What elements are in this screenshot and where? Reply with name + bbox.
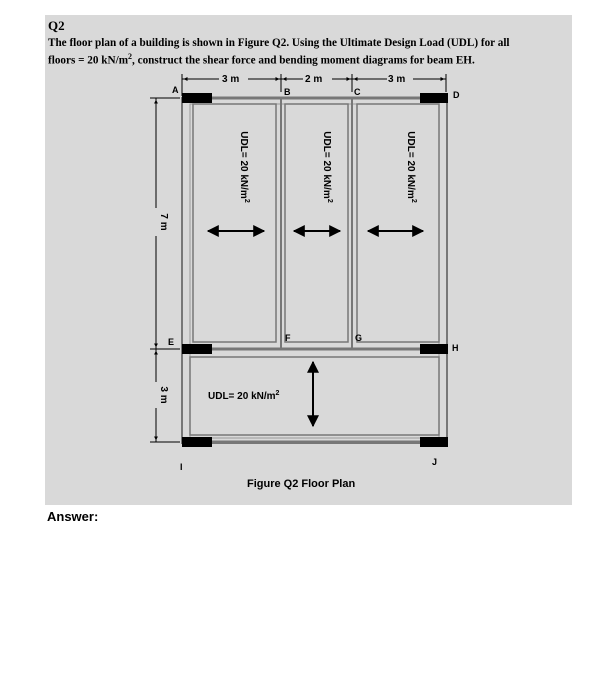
point-label-i: I [180,462,183,472]
question-text-sup: 2 [128,52,133,61]
point-label-j: J [432,457,438,467]
point-label-d: D [453,90,460,100]
point-label-f: F [285,333,291,343]
point-label-b: B [284,87,291,97]
outer-wall-inner [190,104,439,438]
point-label-e: E [168,337,175,347]
udl-label-panel-bc: UDL= 20 $kN/m^2$ [321,131,333,203]
slab-panel-bc [285,104,348,342]
answer-label: Answer: [47,509,99,524]
point-label-c: C [354,87,361,97]
question-number: Q2 [48,18,65,33]
point-label-h: H [452,343,459,353]
column-e [182,344,212,354]
point-label-g: G [355,333,363,343]
column-h [420,344,448,354]
dim-label-ab: 3 m [222,74,240,85]
udl-label-panel-ab: UDL= 20 $kN/m^2$ [238,131,250,203]
question-text-line1: The floor plan of a building is shown in Figure Q2. Using the Ultimate Design Load (UDL) for all [48,37,510,49]
dim-label-cd: 3 m [388,74,406,85]
dim-label-ae: 7 m [158,213,169,231]
figure-caption: Figure Q2 Floor Plan [247,478,356,490]
dim-label-ei: 3 m [158,386,169,404]
slab-panel-ab [193,104,276,342]
udl-label-panel-bottom: UDL= 20 $kN/m^2$ [208,390,280,402]
column-j [420,437,448,447]
udl-label-panel-cd: UDL= 20 $kN/m^2$ [405,131,417,203]
column-d [420,93,448,103]
column-a [182,93,212,103]
point-label-a: A [172,85,179,95]
column-i [182,437,212,447]
question-text-line2a: floors = 20 kN/m [48,54,129,67]
question-text-line2b: , construct the shear force and bending moment diagrams for beam EH. [132,54,475,67]
slab-panel-cd [357,104,439,342]
dim-label-bc: 2 m [305,74,323,85]
